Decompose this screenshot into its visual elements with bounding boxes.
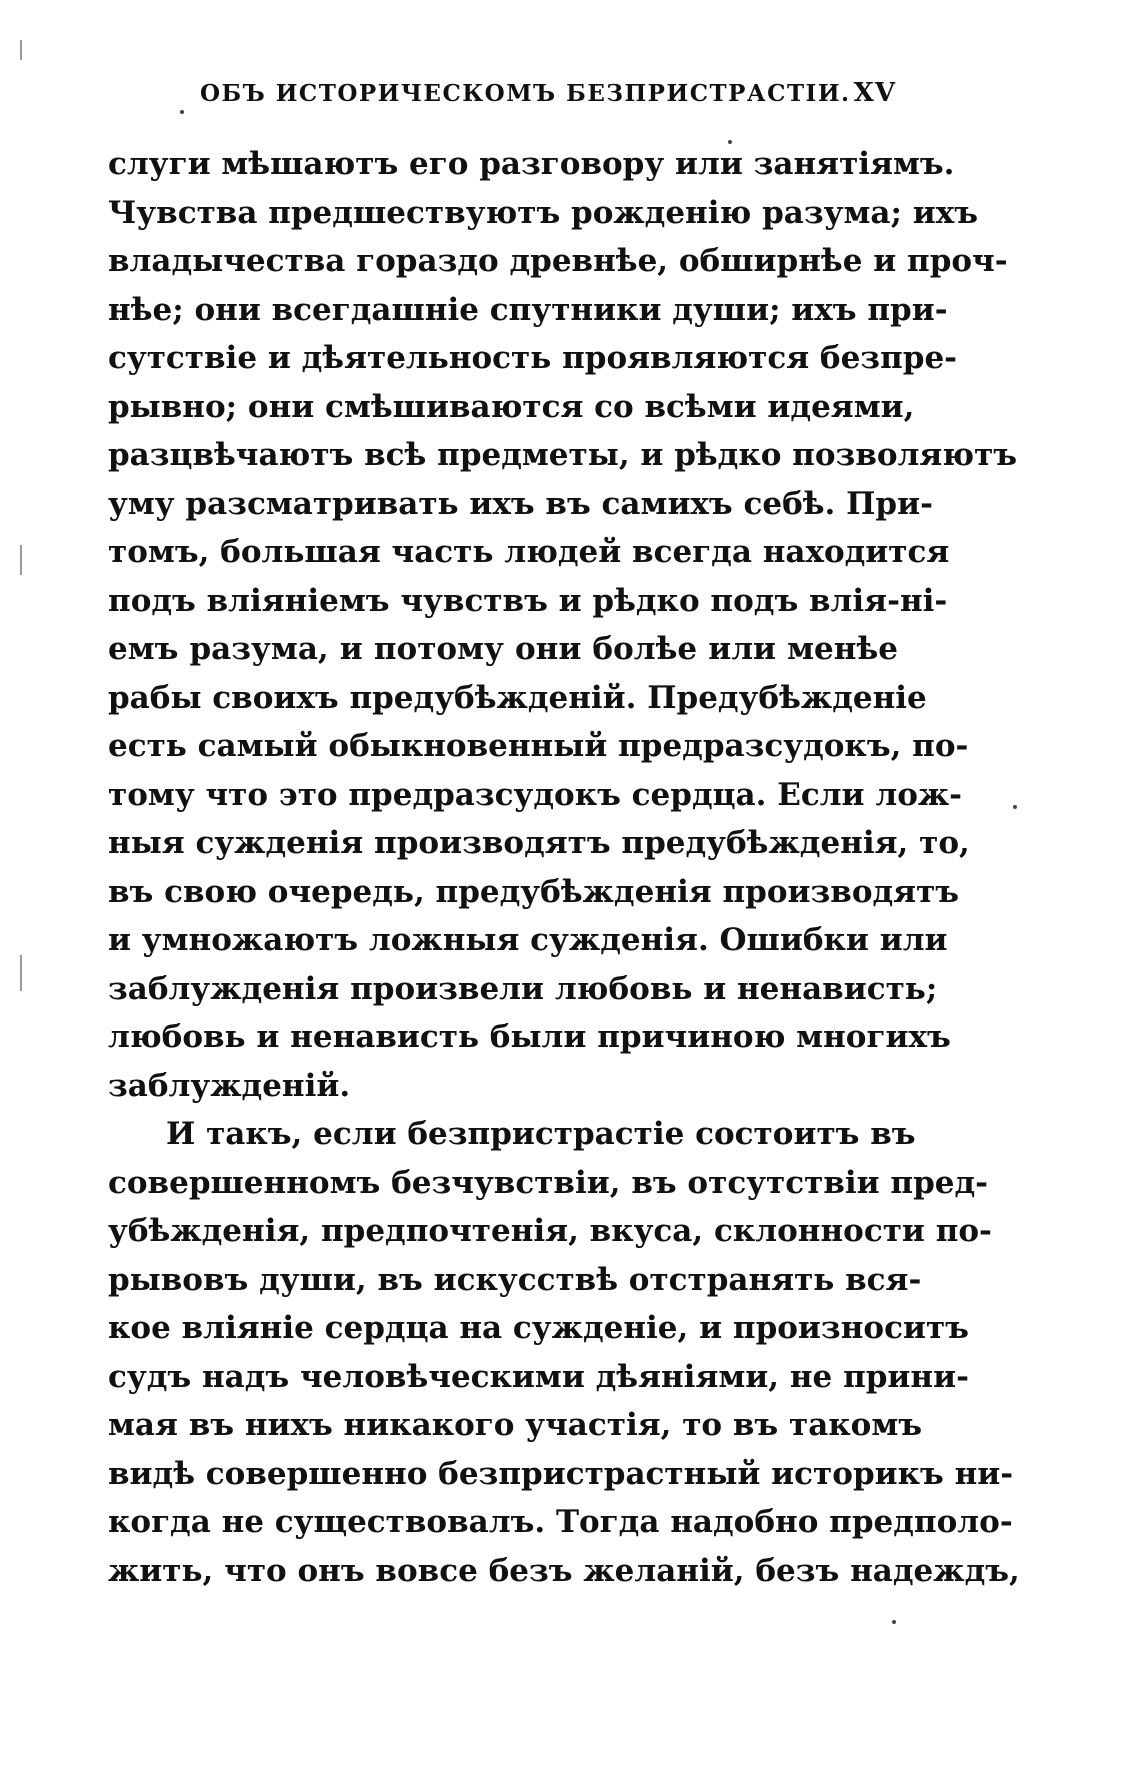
- text-line: мая въ нихъ никакого участія, то въ такомъ: [108, 1407, 923, 1443]
- text-line: ныя сужденія производятъ предубѣжденія, то,: [108, 825, 970, 861]
- text-line: томъ, большая часть людей всегда находится: [108, 534, 950, 570]
- text-line: Чувства предшествуютъ рожденію разума; ихъ: [108, 194, 978, 231]
- text-line: слуги мѣшаютъ его разговору или занятіямъ.: [108, 146, 955, 182]
- text-line: нѣе; они всегдашніе спутники души; ихъ при-: [108, 291, 948, 328]
- text-line: И такъ, если безпристрастіе состоитъ въ: [166, 1116, 916, 1152]
- text-line: заблужденій.: [108, 1067, 351, 1104]
- text-line: убѣжденія, предпочтенія, вкуса, склонности по-: [108, 1213, 992, 1249]
- ink-speck: [892, 1620, 896, 1624]
- text-line: рывно; они смѣшиваются со всѣми идеями,: [108, 388, 915, 425]
- text-line: когда не существовалъ. Тогда надобно предполо-: [108, 1504, 1013, 1540]
- scan-margin-rule-middle: [20, 545, 22, 575]
- paragraph: [108, 140, 1018, 1110]
- body-text: [108, 140, 1020, 1595]
- paragraph: [108, 1110, 1020, 1595]
- page-number: XV: [853, 78, 896, 108]
- text-line: рывовъ души, въ искусствѣ отстранять вся-: [108, 1261, 922, 1298]
- text-line: сутствіе и дѣятельность проявляются безпре-: [108, 340, 958, 376]
- text-line: и умножаютъ ложныя сужденія. Ошибки или: [108, 922, 948, 958]
- text-line: разцвѣчаютъ всѣ предметы, и рѣдко позволяютъ: [108, 437, 1018, 473]
- text-line: кое вліяніе сердца на сужденіе, и произноситъ: [108, 1310, 969, 1346]
- scan-margin-rule-top: [20, 40, 22, 60]
- text-line: видѣ совершенно безпристрастный историкъ ни-: [108, 1455, 1014, 1492]
- text-line: емъ разума, и потому они болѣе или менѣе: [108, 631, 898, 667]
- scan-margin-rule-lower: [20, 955, 22, 991]
- text-line: подъ вліяніемъ чувствъ и рѣдко подъ влія-ні-: [108, 582, 948, 619]
- text-line: владычества гораздо древнѣе, обширнѣе и проч-: [108, 243, 1008, 279]
- text-line: есть самый обыкновенный предразсудокъ, по-: [108, 728, 969, 764]
- text-line: жить, что онъ вовсе безъ желаній, безъ надеждъ,: [108, 1552, 1020, 1589]
- ink-speck: [180, 110, 184, 114]
- text-line: совершенномъ безчувствіи, въ отсутствіи пред-: [108, 1164, 989, 1201]
- text-line: рабы своихъ предубѣжденій. Предубѣжденіе: [108, 679, 927, 716]
- running-head: ОБЪ ИСТОРИЧЕСКОМЪ БЕЗПРИСТРАСТІИ.: [200, 79, 851, 107]
- text-line: заблужденія произвели любовь и ненависть;: [108, 970, 938, 1007]
- text-line: уму разсматривать ихъ въ самихъ себѣ. При-: [108, 485, 933, 522]
- text-line: въ свою очередь, предубѣжденія производятъ: [108, 873, 960, 910]
- page-header: [200, 76, 896, 110]
- text-line: любовь и ненависть были причиною многихъ: [108, 1019, 951, 1055]
- text-line: тому что это предразсудокъ сердца. Если лож-: [108, 776, 963, 813]
- ink-speck: [1013, 805, 1017, 809]
- text-line: судъ надъ человѣческими дѣяніями, не прини-: [108, 1358, 969, 1395]
